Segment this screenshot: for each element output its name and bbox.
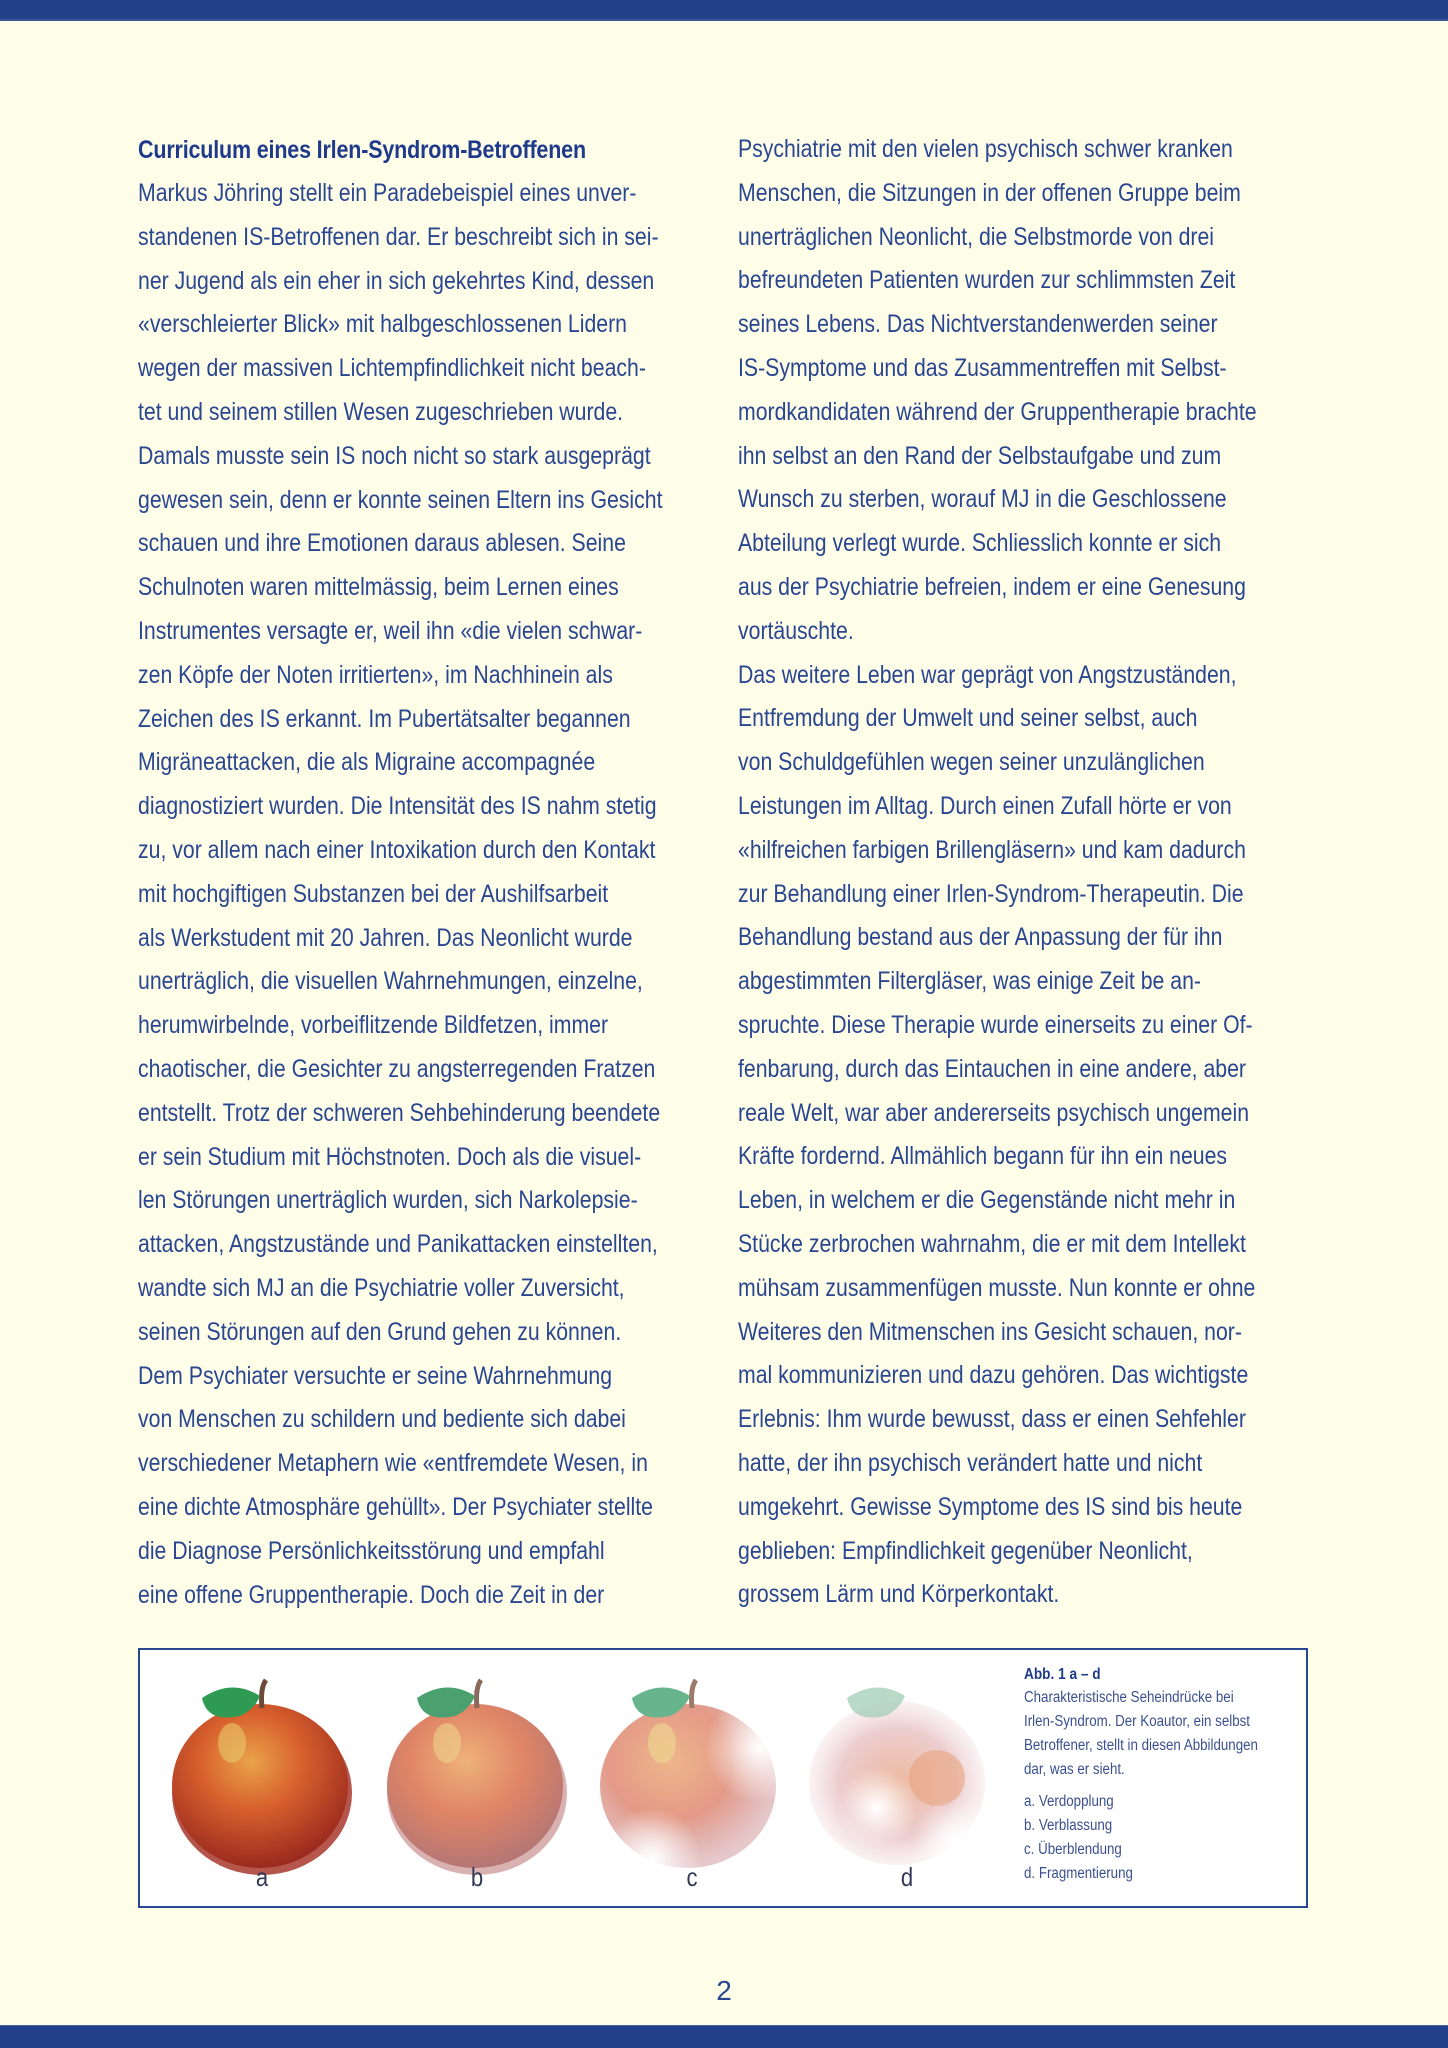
caption-text-line: dar, was er sieht. [1024,1761,1125,1778]
text-line: als Werkstudent mit 20 Jahren. Das Neonlicht wurde [138,923,633,952]
text-line: fenbarung, durch das Eintauchen in eine andere, aber [738,1054,1247,1083]
text-line: Weiteres den Mitmenschen ins Gesicht schauen, nor- [738,1317,1242,1346]
text-line: Markus Jöhring stellt ein Paradebeispiel eines unver- [138,179,637,207]
text-line: seines Lebens. Das Nichtverstandenwerden seiner [738,310,1218,339]
text-line: Menschen, die Sitzungen in der offenen Gruppe beim [738,178,1241,207]
apple-icon [377,1668,577,1878]
caption-text-line: Irlen-Syndrom. Der Koautor, ein selbst [1024,1713,1250,1730]
text-line: tet und seinem stillen Wesen zugeschrieben wurde. [138,397,624,426]
text-line: er sein Studium mit Höchstnoten. Doch als die visuel- [138,1142,642,1171]
text-line: Instrumentes versagte er, weil ihn «die vielen schwar- [138,616,643,645]
apple-image-a [162,1668,362,1878]
text-line: herumwirbelnde, vorbeiflitzende Bildfetzen, immer [138,1011,609,1040]
text-line: eine offene Gruppentherapie. Doch die Zeit in der [138,1580,605,1609]
text-line: abgestimmten Filtergläser, was einige Zeit be an- [738,967,1201,996]
text-line: geblieben: Empfindlichkeit gegenüber Neonlicht, [738,1536,1193,1565]
left-column [138,128,738,1617]
figure-caption [1024,1664,1294,1886]
right-column-text [738,128,1338,1617]
text-line: Behandlung bestand aus der Anpassung der für ihn [738,923,1223,952]
apple-icon [807,1668,1007,1878]
top-color-bar [0,0,1448,21]
text-line: grossem Lärm und Körperkontakt. [738,1580,1060,1609]
image-label-b: b [470,1862,484,1892]
apple-icon [592,1668,792,1878]
image-label-a: a [255,1862,269,1892]
apple-image-b [377,1668,577,1878]
text-line: ihn selbst an den Rand der Selbstaufgabe und zum [738,441,1222,470]
text-line: Das weitere Leben war geprägt von Angstzuständen, [738,660,1237,689]
text-line: Zeichen des IS erkannt. Im Pubertätsalter begannen [138,704,631,733]
text-line: spruchte. Diese Therapie wurde einerseits zu einer Of- [738,1010,1253,1039]
text-line: Dem Psychiater versuchte er seine Wahrnehmung [138,1361,613,1390]
text-line: reale Welt, war aber andererseits psychisch ungemein [738,1098,1250,1127]
text-line: wandte sich MJ an die Psychiatrie voller Zuversicht, [138,1273,625,1302]
caption-legend [1024,1790,1294,1886]
text-line: zu, vor allem nach einer Intoxikation durch den Kontakt [138,835,656,864]
text-line: gewesen sein, denn er konnte seinen Eltern ins Gesicht [138,485,663,514]
caption-text-line: Charakteristische Seheindrücke bei [1024,1689,1234,1706]
apple-image-c [592,1668,792,1878]
text-line: die Diagnose Persönlichkeitsstörung und empfahl [138,1536,605,1565]
text-line: Schulnoten waren mittelmässig, beim Lernen eines [138,573,619,602]
text-line: schauen und ihre Emotionen daraus ablesen. Seine [138,529,626,558]
text-line: hatte, der ihn psychisch verändert hatte und nicht [738,1448,1203,1477]
text-line: «hilfreichen farbigen Brillengläsern» und kam dadurch [738,835,1246,864]
image-label-d: d [900,1862,914,1892]
text-line: verschiedener Metaphern wie «entfremdete Wesen, in [138,1449,648,1478]
legend-item-c: c. Überblendung [1024,1841,1122,1858]
text-line: mühsam zusammenfügen musste. Nun konnte er ohne [738,1273,1256,1302]
text-line: chaotischer, die Gesichter zu angsterregenden Fratzen [138,1054,656,1083]
text-line: eine dichte Atmosphäre gehüllt». Der Psychiater stellte [138,1492,654,1521]
text-line: ner Jugend als ein eher in sich gekehrtes Kind, dessen [138,266,655,295]
text-line: Kräfte fordernd. Allmählich begann für ihn ein neues [738,1142,1228,1171]
text-line: Entfremdung der Umwelt und seiner selbst, auch [738,704,1198,733]
text-line: von Menschen zu schildern und bediente sich dabei [138,1405,626,1434]
image-label-c: c [686,1862,698,1892]
page-number: 2 [716,1975,732,2006]
text-line: «verschleierter Blick» mit halbgeschlossenen Lidern [138,310,628,339]
text-line: Stücke zerbrochen wahrnahm, die er mit dem Intellekt [738,1229,1246,1258]
bottom-color-bar [0,2025,1448,2048]
text-line: entstellt. Trotz der schweren Sehbehinderung beendete [138,1098,661,1127]
text-line: IS-Symptome und das Zusammentreffen mit Selbst- [738,353,1227,382]
text-line: Migräneattacken, die als Migraine accompagnée [138,748,596,777]
text-line: Damals musste sein IS noch nicht so stark ausgeprägt [138,441,651,470]
text-line: mal kommunizieren und dazu gehören. Das wichtigste [738,1361,1249,1390]
text-line: von Schuldgefühlen wegen seiner unzulänglichen [738,748,1205,777]
article-heading: Curriculum eines Irlen-Syndrom-Betroffenen [138,136,586,164]
text-line: vortäuschte. [738,616,854,645]
text-line: zen Köpfe der Noten irritierten», im Nachhinein als [138,660,613,689]
text-line: seinen Störungen auf den Grund gehen zu können. [138,1317,622,1346]
text-line: Abteilung verlegt wurde. Schliesslich konnte er sich [738,529,1222,558]
text-line: zur Behandlung einer Irlen-Syndrom-Therapeutin. Die [738,879,1244,908]
text-line: Leben, in welchem er die Gegenstände nicht mehr in [738,1186,1236,1215]
legend-item-b: b. Verblassung [1024,1817,1113,1834]
text-line: mordkandidaten während der Gruppentherapie brachte [738,397,1257,426]
text-line: mit hochgiftigen Substanzen bei der Aushilfsarbeit [138,879,609,908]
text-line: attacken, Angstzustände und Panikattacken einstellten, [138,1230,658,1259]
legend-item-d: d. Fragmentierung [1024,1865,1133,1882]
text-line: diagnostiziert wurden. Die Intensität des IS nahm stetig [138,792,657,821]
text-line: standenen IS-Betroffenen dar. Er beschreibt sich in sei- [138,222,659,251]
apple-image-d [807,1668,1007,1878]
text-line: wegen der massiven Lichtempfindlichkeit nicht beach- [138,354,646,383]
text-line: Erlebnis: Ihm wurde bewusst, dass er einen Sehfehler [738,1405,1246,1434]
caption-text-line: Betroffener, stellt in diesen Abbildungen [1024,1737,1258,1754]
caption-title: Abb. 1 a – d [1024,1666,1101,1683]
text-line: Wunsch zu sterben, worauf MJ in die Geschlossene [738,485,1227,514]
text-line: befreundeten Patienten wurden zur schlimmsten Zeit [738,266,1236,295]
left-column-text [138,172,738,1617]
legend-item-a: a. Verdopplung [1024,1793,1114,1810]
right-column [738,128,1338,1617]
text-line: umgekehrt. Gewisse Symptome des IS sind bis heute [738,1492,1243,1521]
text-line: unerträglichen Neonlicht, die Selbstmorde von drei [738,222,1215,251]
apple-icon [162,1668,362,1878]
text-line: Psychiatrie mit den vielen psychisch schwer kranken [738,135,1233,163]
text-line: len Störungen unerträglich wurden, sich Narkolepsie- [138,1186,638,1215]
text-line: Leistungen im Alltag. Durch einen Zufall hörte er von [738,791,1232,820]
figure-box [138,1648,1308,1908]
text-line: unerträglich, die visuellen Wahrnehmungen, einzelne, [138,967,643,996]
text-line: aus der Psychiatrie befreien, indem er eine Genesung [738,572,1246,601]
